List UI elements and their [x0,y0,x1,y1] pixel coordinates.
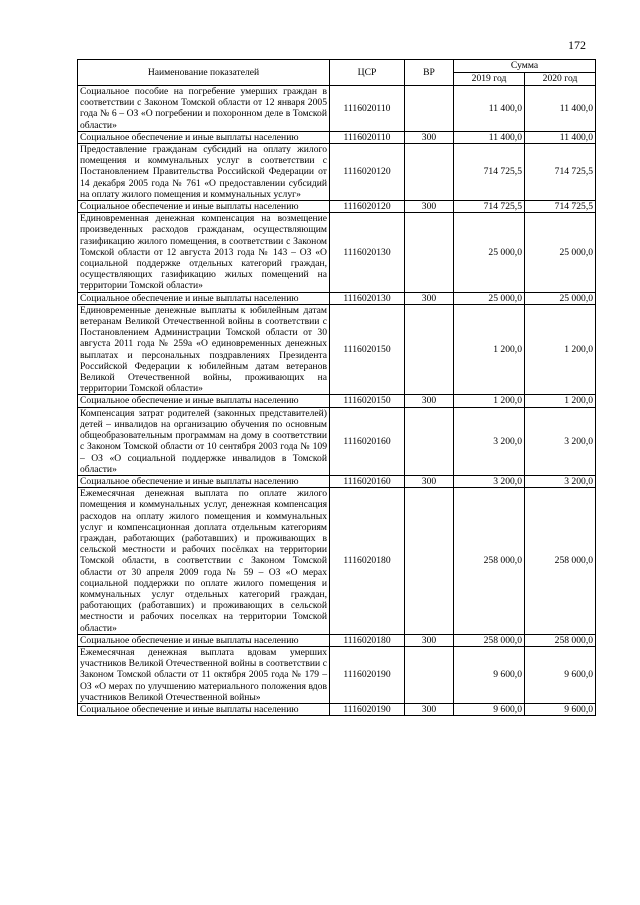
row-vr: 300 [405,201,454,213]
row-vr: 300 [405,292,454,304]
row-vr: 300 [405,131,454,143]
row-name: Социальное пособие на погребение умерших граждан в соответствии с Законом Томской области от 12 января 2005 года № 6 – ОЗ «О погребении и похоронном деле в Томской области» [78,86,330,132]
table-row [78,634,596,646]
row-sum-2019: 3 200,0 [454,407,525,475]
table-row [78,488,596,635]
row-name: Социальное обеспечение и иные выплаты населению [78,634,330,646]
table-row [78,86,596,132]
header-year-2019: 2019 год [454,73,525,86]
row-csr: 1116020120 [330,201,405,213]
row-sum-2019: 258 000,0 [454,634,525,646]
row-sum-2019: 11 400,0 [454,86,525,132]
row-name: Единовременные денежные выплаты к юбилейным датам ветеранам Великой Отечественной войны в соответствии с Постановлением Администрации Томской области от 30 августа 2011 года № 259а «О единовременных денежных выплатах и персональных поздравлениях Президента Российской Федерации к юбилейным датам ветеранов Великой Отечественной войны, проживающих на территории Томской области» [78,304,330,395]
row-csr: 1116020180 [330,488,405,635]
row-name: Социальное обеспечение и иные выплаты населению [78,292,330,304]
table-row [78,703,596,715]
row-vr [405,304,454,395]
table-row [78,131,596,143]
table-row [78,292,596,304]
table-row [78,144,596,201]
row-vr: 300 [405,475,454,487]
row-sum-2019: 9 600,0 [454,646,525,703]
row-sum-2020: 11 400,0 [525,131,596,143]
row-sum-2019: 1 200,0 [454,395,525,407]
row-csr: 1116020190 [330,646,405,703]
row-csr: 1116020190 [330,703,405,715]
header-row [78,60,596,73]
row-name: Социальное обеспечение и иные выплаты населению [78,703,330,715]
header-name: Наименование показателей [78,60,330,86]
header-vr: ВР [405,60,454,86]
row-sum-2020: 1 200,0 [525,395,596,407]
row-csr: 1116020150 [330,304,405,395]
row-csr: 1116020130 [330,292,405,304]
row-csr: 1116020180 [330,634,405,646]
row-vr [405,488,454,635]
row-vr [405,144,454,201]
table-row [78,304,596,395]
row-sum-2019: 1 200,0 [454,304,525,395]
row-vr [405,86,454,132]
table-row [78,395,596,407]
row-vr [405,407,454,475]
row-csr: 1116020120 [330,144,405,201]
row-csr: 1116020150 [330,395,405,407]
row-csr: 1116020160 [330,407,405,475]
row-sum-2019: 258 000,0 [454,488,525,635]
row-sum-2020: 3 200,0 [525,407,596,475]
row-name: Единовременная денежная компенсация на возмещение произведенных расходов гражданам, осуществляющим газификацию жилого помещения, в соответствии с Законом Томской области от 12 августа 2013 года № 143 – ОЗ «О социальной поддержке отдельных категорий граждан, осуществляющих газификацию жилых помещений на территории Томской области» [78,213,330,292]
row-name: Ежемесячная денежная выплата по оплате жилого помещения и коммунальных услуг, денежная компенсация расходов на оплату жилого помещения и коммунальных услуг и компенсационная доплата отдельным категориям граждан, работающих (работавших) и проживающих в сельской местности и рабочих посёлках на территории Томской области, в соответствии с Законом Томской области от 30 апреля 2009 года № 59 – ОЗ «О мерах социальной поддержки по оплате жилого помещения и коммунальных услуг отдельных категорий граждан, работающих (работавших) и проживающих в сельской местности и рабочих поселках на территории Томской области» [78,488,330,635]
row-sum-2020: 11 400,0 [525,86,596,132]
header-sum: Сумма [454,60,596,73]
row-vr: 300 [405,634,454,646]
row-csr: 1116020110 [330,86,405,132]
row-name: Социальное обеспечение и иные выплаты населению [78,131,330,143]
row-sum-2020: 3 200,0 [525,475,596,487]
table-row [78,646,596,703]
header-csr: ЦСР [330,60,405,86]
table-row [78,201,596,213]
row-sum-2020: 25 000,0 [525,213,596,292]
row-name: Компенсация затрат родителей (законных представителей) детей – инвалидов на организацию обучения по основным общеобразовательным программам на дому в соответствии с Законом Томской области от 10 сентября 2003 года № 109 – ОЗ «О социальной поддержке инвалидов в Томской области» [78,407,330,475]
row-sum-2019: 11 400,0 [454,131,525,143]
row-sum-2020: 9 600,0 [525,646,596,703]
table-row [78,213,596,292]
row-sum-2020: 714 725,5 [525,201,596,213]
row-name: Предоставление гражданам субсидий на оплату жилого помещения и коммунальных услуг в соответствии с Постановлением Правительства Российской Федерации от 14 декабря 2005 года № 761 «О предоставлении субсидий на оплату жилого помещения и коммунальных услуг» [78,144,330,201]
budget-table [77,59,596,716]
row-sum-2020: 714 725,5 [525,144,596,201]
page-number: 172 [568,38,586,52]
row-sum-2019: 3 200,0 [454,475,525,487]
table-row [78,407,596,475]
row-csr: 1116020130 [330,213,405,292]
row-csr: 1116020160 [330,475,405,487]
header-year-2020: 2020 год [525,73,596,86]
row-vr: 300 [405,395,454,407]
row-sum-2020: 9 600,0 [525,703,596,715]
row-vr [405,213,454,292]
row-sum-2019: 25 000,0 [454,292,525,304]
row-sum-2020: 258 000,0 [525,634,596,646]
row-sum-2019: 714 725,5 [454,144,525,201]
row-vr: 300 [405,703,454,715]
row-vr [405,646,454,703]
row-sum-2020: 1 200,0 [525,304,596,395]
row-sum-2020: 258 000,0 [525,488,596,635]
row-name: Социальное обеспечение и иные выплаты населению [78,201,330,213]
row-sum-2019: 714 725,5 [454,201,525,213]
row-sum-2019: 9 600,0 [454,703,525,715]
row-sum-2020: 25 000,0 [525,292,596,304]
table-row [78,475,596,487]
row-name: Ежемесячная денежная выплата вдовам умерших участников Великой Отечественной войны в соответствии с Законом Томской области от 11 октября 2005 года № 179 – ОЗ «О мерах по улучшению материального положения вдов участников Великой Отечественной войны» [78,646,330,703]
row-name: Социальное обеспечение и иные выплаты населению [78,475,330,487]
row-sum-2019: 25 000,0 [454,213,525,292]
row-csr: 1116020110 [330,131,405,143]
row-name: Социальное обеспечение и иные выплаты населению [78,395,330,407]
